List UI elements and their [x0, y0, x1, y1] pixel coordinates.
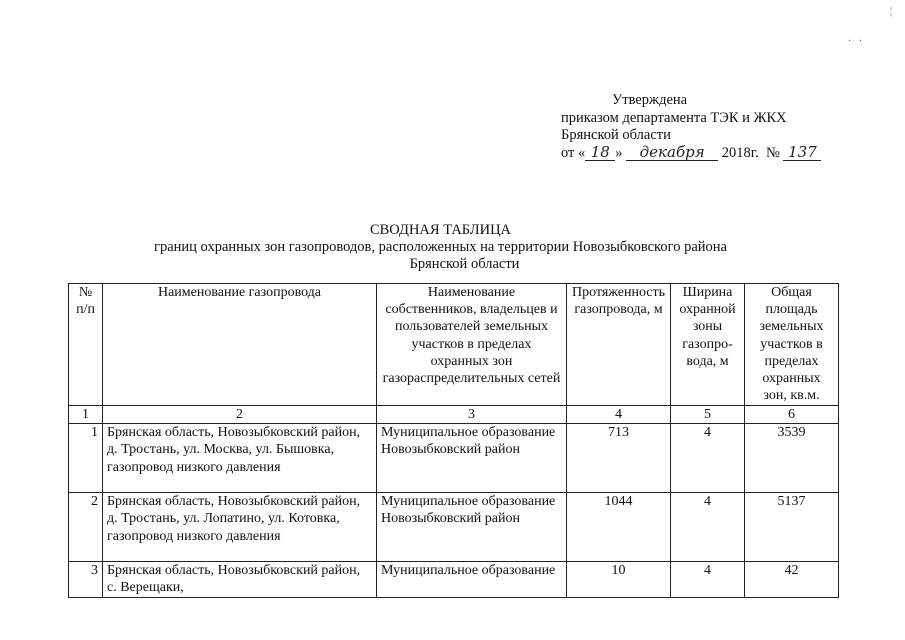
date-year: 2018г. — [721, 144, 759, 161]
column-number: 1 — [69, 406, 103, 424]
owner-name: Муниципальное образование Новозыбковский район — [377, 424, 567, 493]
column-number: 3 — [377, 406, 567, 424]
scan-mark: · · — [848, 36, 863, 47]
header-cell-area: Общая площадь земельных участков в пределах охранных зон, кв.м. — [745, 284, 839, 406]
column-number-row — [69, 406, 839, 424]
table-row — [69, 493, 839, 562]
column-number: 4 — [567, 406, 671, 424]
header-cell-name: Наименование газопровода — [103, 284, 377, 406]
approval-region-line: Брянской области — [561, 127, 671, 143]
pipeline-name: Брянская область, Новозыбковский район, д. Тростань, ул. Лопатино, ул. Котовка, газопровод низкого давления — [103, 493, 377, 562]
pipeline-length: 1044 — [567, 493, 671, 562]
column-number: 6 — [745, 406, 839, 424]
document-subtitle-region: Брянской области — [409, 256, 520, 272]
approval-order-line: приказом департамента ТЭК и ЖКХ — [561, 109, 787, 126]
pipeline-length: 10 — [567, 562, 671, 598]
date-mid: » — [615, 144, 623, 161]
zone-area: 42 — [745, 562, 839, 598]
row-number: 2 — [69, 493, 103, 562]
order-number-label: № — [765, 144, 780, 161]
row-number: 1 — [69, 424, 103, 493]
zone-width: 4 — [671, 424, 745, 493]
pipeline-name: Брянская область, Новозыбковский район, с. Верещаки, — [103, 562, 377, 598]
date-day: 18 — [585, 145, 615, 161]
pipeline-length: 713 — [567, 424, 671, 493]
zone-width: 4 — [671, 493, 745, 562]
header-cell-length: Протяженность газопровода, м — [567, 284, 671, 406]
table-row — [69, 562, 839, 598]
owner-name: Муниципальное образование Новозыбковский район — [377, 493, 567, 562]
approval-title: Утверждена — [612, 92, 688, 108]
pipeline-name: Брянская область, Новозыбковский район, д. Тростань, ул. Москва, ул. Бышовка, газопровод низкого давления — [103, 424, 377, 493]
row-number: 3 — [69, 562, 103, 598]
header-cell-owner: Наименование собственников, владельцев и пользователей земельных участков в пределах охранных зон газораспределительных сетей — [377, 284, 567, 406]
document-title: СВОДНАЯ ТАБЛИЦА — [369, 222, 512, 238]
approval-block — [561, 92, 821, 162]
date-prefix: от « — [561, 144, 586, 161]
table-row — [69, 424, 839, 493]
scan-mark: ¦ — [890, 6, 893, 17]
table-header-row — [69, 284, 839, 406]
column-number: 5 — [671, 406, 745, 424]
header-cell-number: № п/п — [69, 284, 103, 406]
zone-width: 4 — [671, 562, 745, 598]
date-month: декабря — [626, 145, 718, 161]
zone-area: 5137 — [745, 493, 839, 562]
zone-area: 3539 — [745, 424, 839, 493]
approval-date-line — [561, 142, 821, 163]
column-number: 2 — [103, 406, 377, 424]
header-cell-width: Ширина охранной зоны газопро-вода, м — [671, 284, 745, 406]
order-number: 137 — [783, 145, 821, 161]
summary-table — [68, 283, 839, 598]
document-subtitle: границ охранных зон газопроводов, расположенных на территории Новозыбковского района — [154, 239, 727, 255]
owner-name: Муниципальное образование — [377, 562, 567, 598]
